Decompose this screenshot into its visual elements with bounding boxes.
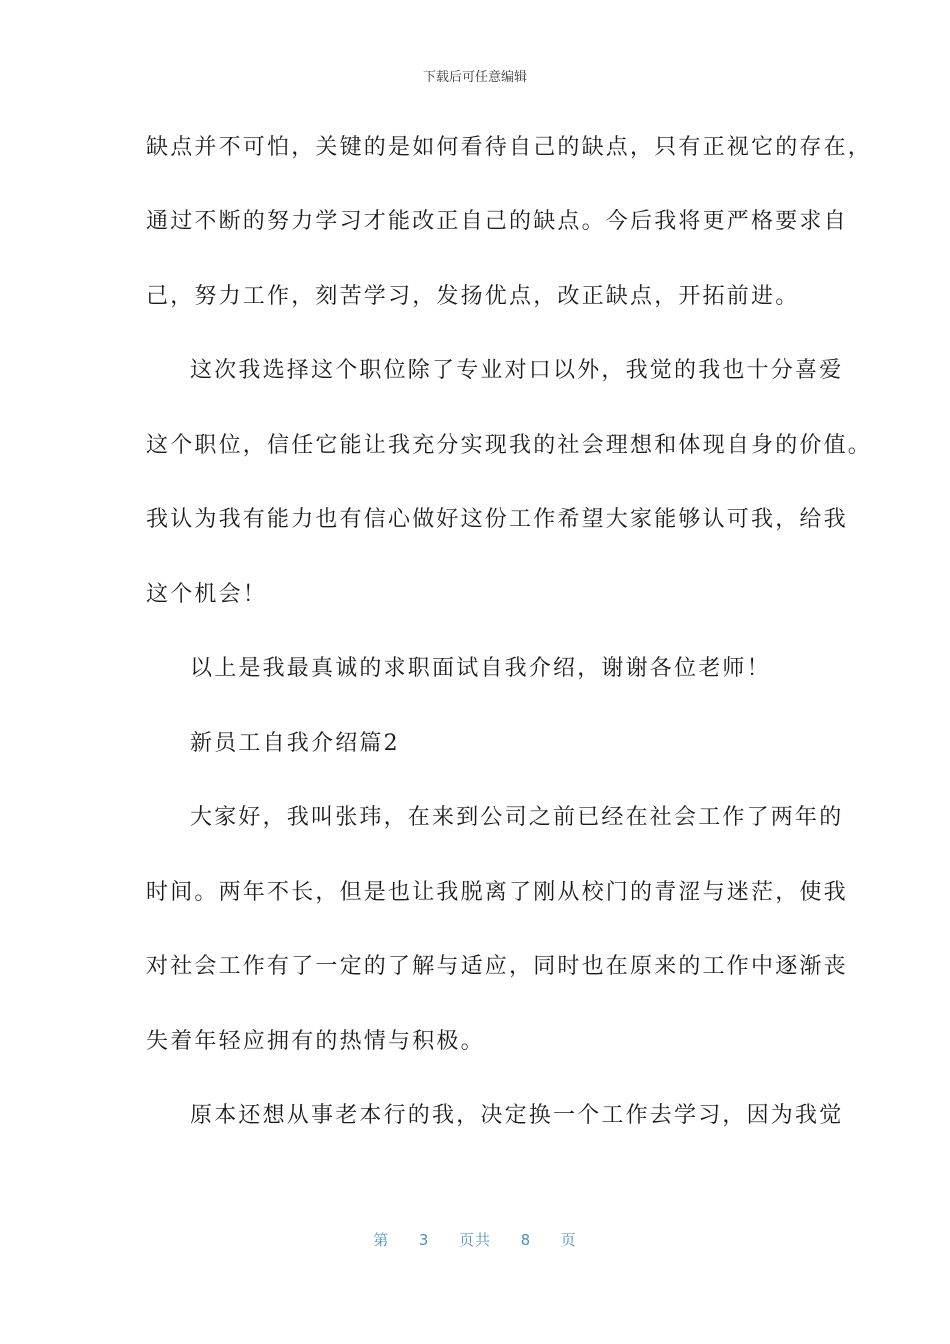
text-line: 失着年轻应拥有的热情与积极。 xyxy=(146,1029,485,1054)
text-line: 时间。两年不长，但是也让我脱离了刚从校门的青涩与迷茫，使我 xyxy=(146,880,848,905)
paragraph-start-line: 以上是我最真诚的求职面试自我介绍，谢谢各位老师！ xyxy=(190,656,771,681)
page-header: 下载后可任意编辑 xyxy=(422,70,527,85)
footer-total-pages: 8 xyxy=(520,1231,532,1249)
text-line: 这个机会！ xyxy=(146,582,268,607)
text-line: 对社会工作有了一定的了解与适应，同时也在原来的工作中逐渐丧 xyxy=(146,954,848,979)
text-line: 缺点并不可怕，关键的是如何看待自己的缺点，只有正视它的存在， xyxy=(146,135,873,160)
footer-suffix: 页 xyxy=(560,1231,577,1249)
section-heading: 新员工自我介绍篇2 xyxy=(190,731,400,756)
footer-middle: 页共 xyxy=(458,1231,491,1249)
footer-prefix: 第 xyxy=(373,1231,390,1249)
page-footer xyxy=(0,1229,950,1250)
text-line: 通过不断的努力学习才能改正自己的缺点。今后我将更严格要求自 xyxy=(146,209,848,234)
paragraph-start-line: 这次我选择这个职位除了专业对口以外，我觉的我也十分喜爱 xyxy=(190,358,844,383)
paragraph-start-line: 原本还想从事老本行的我，决定换一个工作去学习，因为我觉 xyxy=(190,1103,844,1128)
text-line: 我认为我有能力也有信心做好这份工作希望大家能够认可我，给我 xyxy=(146,507,848,532)
text-line: 这个职位，信任它能让我充分实现我的社会理想和体现自身的价值。 xyxy=(146,433,873,458)
paragraph-start-line: 大家好，我叫张玮，在来到公司之前已经在社会工作了两年的 xyxy=(190,805,844,830)
text-line: 己，努力工作，刻苦学习，发扬优点，改正缺点，开拓前进。 xyxy=(146,284,800,309)
footer-current-page: 3 xyxy=(418,1231,430,1249)
